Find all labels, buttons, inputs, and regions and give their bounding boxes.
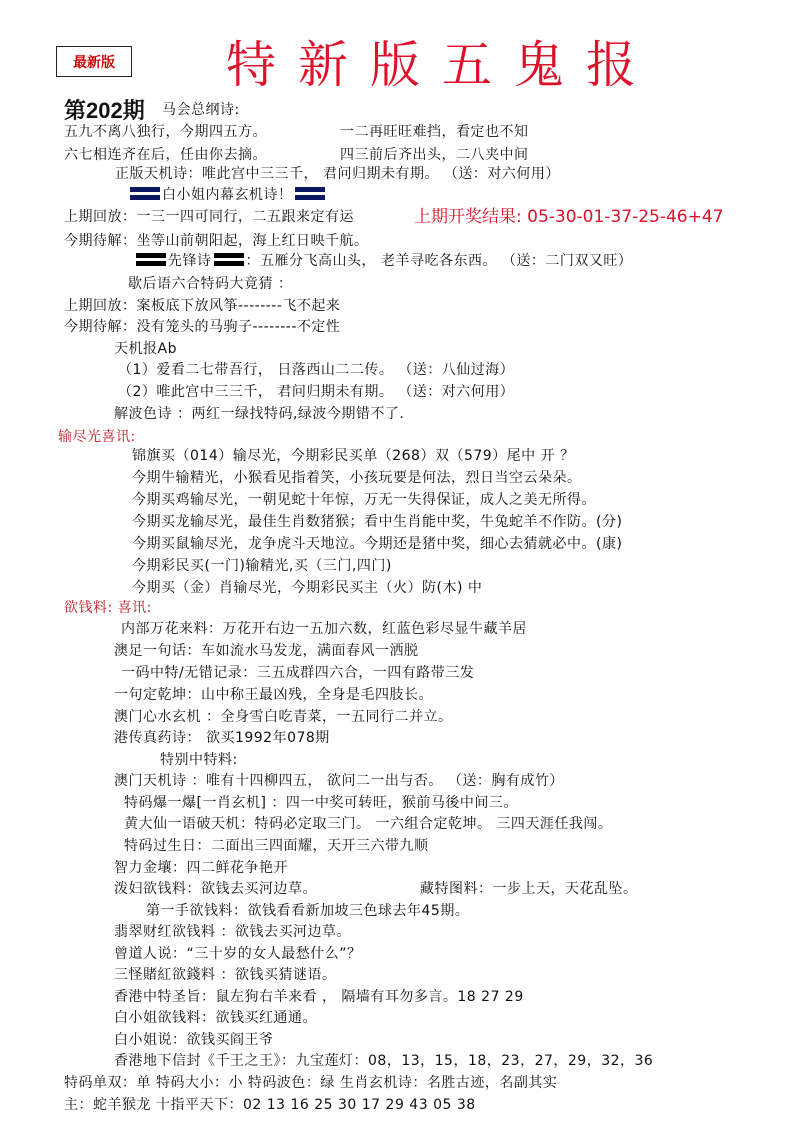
result-label: 上期开奖结果: [414, 207, 522, 227]
text-line: 香港地下信封《千王之王》：九宝莲灯：08，13，15，18，23，27，29，32，36 [114, 1053, 654, 1069]
text-line: 上期回放：案板底下放风筝--------飞不起来 [64, 298, 341, 314]
text-line: 今期买（金）肖输尽光，今期彩民买主（火）防(木) 中 [132, 580, 483, 596]
text-line: 解波色诗 ：两红一绿找特码,绿波今期错不了. [114, 406, 405, 422]
text-line: 曾道人说：“三十岁的女人最愁什么”？ [114, 946, 362, 962]
text-line: 内部万花来料：万花开右边一五加六数，红蓝色彩尽显牛藏羊居 [121, 621, 527, 637]
text-line [134, 251, 632, 271]
text-line: 天机报Ab [114, 341, 177, 357]
text-line: 特码过生日：二面出三四面耀，天开三六带九顺 [124, 838, 429, 854]
section-heading [64, 598, 152, 618]
text-line: 正版天机诗：唯此宫中三三千， 君问归期未有期。 （送：对六何用） [115, 166, 560, 182]
text-line: 特别中特料: [160, 752, 238, 768]
page-title: 特新版五鬼报 [226, 36, 658, 94]
text-line: 香港中特圣旨：鼠左狗右羊来看 ， 隔墙有耳勿多言。18 27 29 [114, 989, 524, 1005]
text-line: 一句定乾坤：山中称王最凶残，全身是毛四肢长。 [114, 687, 433, 703]
text-line: 今期彩民买(一门)输精光,买（三门,四门) [132, 558, 392, 574]
text-line: 主：蛇羊猴龙 十指平天下：02 13 16 25 30 17 29 43 05 38 [64, 1097, 476, 1113]
bars-icon [130, 187, 160, 200]
text-line: 今期牛输精光，小猴看见指着笑，小孩玩要是何法，烈日当空云朵朵。 [132, 470, 582, 486]
text-line: 一码中特/无错记录：三五成群四六合，一四有路带三发 [121, 665, 475, 681]
section-heading: 输尽光喜讯: [58, 429, 136, 445]
poem-line: 一二再旺旺难挡，看定也不知 [340, 124, 529, 140]
text-line: 特码爆一爆[一肖玄机] ：四一中奖可转旺，猴前马後中间三。 [124, 795, 518, 811]
text-line: 今期买鼠输尽光，龙争虎斗天地泣。今期还是猪中奖，细心去猜就必中。(康) [132, 536, 623, 552]
text-line: 三怪賭紅欲錢料 ：欲钱买猜谜语。 [114, 967, 337, 983]
poem-line: 五九不离八独行，今期四五方。 [64, 124, 267, 140]
text-line: 澳门天机诗 ：唯有十四柳四五， 欲问二一出与否。 （送：胸有成竹） [114, 773, 564, 789]
text-line: 港传真药诗： 欲买1992年078期 [114, 730, 330, 746]
text-line: 翡翠财红欲钱料 ：欲钱去买河边草。 [114, 924, 351, 940]
text-line: 今期买鸡输尽光，一朝见蛇十年惊，万无一失得保证，成人之美无所得。 [132, 492, 596, 508]
result-numbers: 05-30-01-37-25-46+47 [527, 207, 724, 227]
text-line: 第一手欲钱料：欲钱看看新加坡三色球去年45期。 [146, 903, 470, 919]
text-line: 藏特图料：一步上天，天花乱坠。 [420, 881, 638, 897]
inside-poem-heading: 白小姐内幕玄机诗！ [162, 187, 293, 203]
bars-icon [136, 253, 166, 266]
text-line: 澳门心水玄机 ：全身雪白吃青菜，一五同行二并立。 [114, 709, 453, 725]
text-line: 泼妇欲钱料：欲钱去买河边草。 [114, 881, 317, 897]
poem-line: 四三前后齐出头，二八夹中间 [340, 147, 529, 163]
text-line: （1）爱看二七带吾行， 日落西山二二传。 （送：八仙过海） [118, 362, 515, 378]
text-line: 歇后语六合特码大竟猜 ： [128, 276, 293, 292]
vanguard-poem-heading: 先锋诗 [168, 253, 212, 269]
poem-line: 六七相连齐在后，任由你去摘。 [64, 147, 267, 163]
text-line: 白小姐欲钱料：欲钱买红通通。 [114, 1010, 317, 1026]
text-line: （2）唯此宫中三三千， 君问归期未有期。 （送：对六何用） [118, 384, 515, 400]
text-line [128, 185, 327, 205]
general-poem-label: 马会总纲诗: [162, 102, 240, 118]
text-line: 今期买龙输尽光，最佳生肖数猪猴；看中生肖能中奖，牛兔蛇羊不作防。(分) [132, 514, 623, 530]
section-label: 喜讯: [117, 600, 152, 616]
text-line: 上期回放：一三一四可同行，二五跟来定有运 [64, 209, 354, 225]
text-line: 今期待解：坐等山前朝阳起，海上红日映千航。 [64, 233, 369, 249]
bars-icon [214, 253, 244, 266]
text-line: 特码单双：单 特码大小：小 特码波色：绿 生肖玄机诗：名胜古迹，名副其实 [64, 1075, 558, 1091]
section-label: 欲钱料: [64, 600, 113, 616]
bars-icon [295, 187, 325, 200]
latest-version-badge: 最新版 [56, 46, 132, 77]
last-result [414, 202, 723, 227]
text-line: 智力金壤：四二鲜花争艳开 [114, 860, 288, 876]
text-line: 白小姐说：欲钱买阎王爷 [114, 1032, 274, 1048]
text-line: 锦旗买（014）输尽光，今期彩民买单（268）双（579）尾中 开 ？ [132, 448, 575, 464]
text-line: 今期待解：没有笼头的马驹子--------不定性 [64, 319, 341, 335]
vanguard-poem-text: ：五雁分飞高山头， 老羊寻吃各东西。 （送：二门双又旺） [245, 253, 633, 269]
issue-number: 第202期 [64, 98, 145, 123]
text-line: 澳足一句话：车如流水马发龙，满面春风一洒脱 [114, 643, 419, 659]
text-line: 黄大仙一语破天机：特码必定取三门。 一六组合定乾坤。 三四天涯任我闯。 [124, 816, 613, 832]
